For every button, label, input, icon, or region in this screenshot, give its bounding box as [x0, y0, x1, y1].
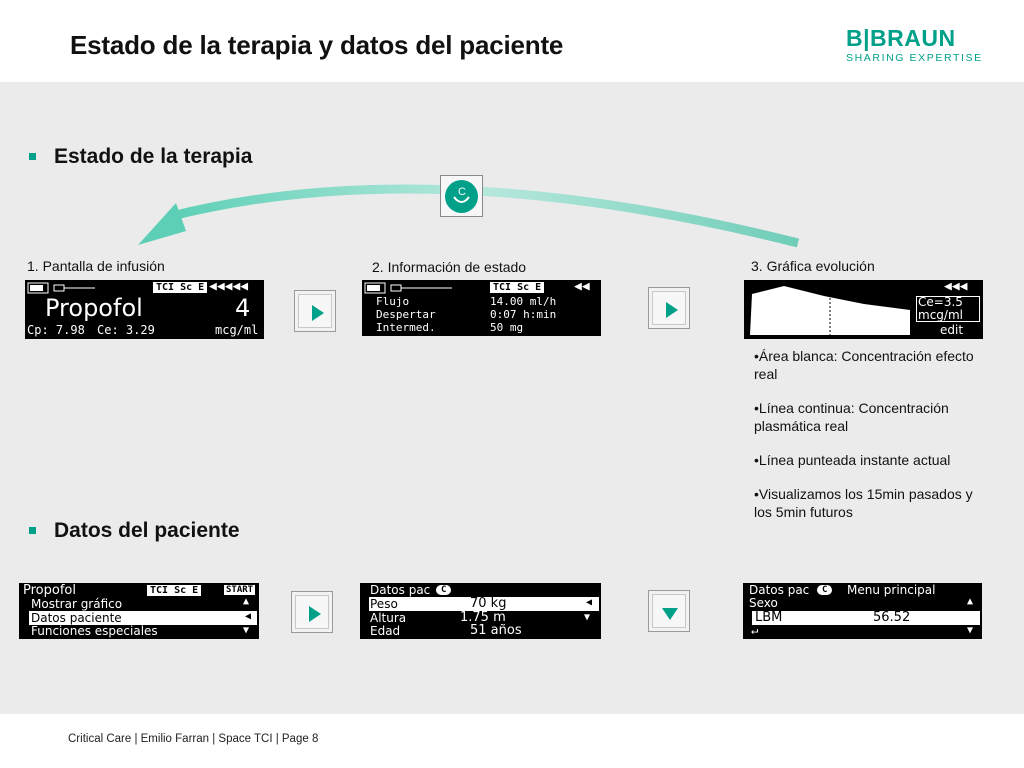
battery-plug-icon [364, 282, 454, 294]
scroll-down-icon: ▼ [967, 625, 974, 636]
note-dotted-line: •Línea punteada instante actual [754, 452, 951, 468]
menu-item-show-graph[interactable]: Mostrar gráfico [31, 597, 123, 611]
play-down-icon [662, 608, 678, 620]
scroll-down-icon: ▼ [243, 625, 250, 636]
bullet-icon [29, 527, 36, 534]
smiley-c-icon [445, 180, 478, 213]
age-value: 51 años [470, 623, 522, 638]
interval-label: Intermed. [376, 321, 436, 334]
footer-text: Critical Care | Emilio Farran | Space TCI | Page 8 [68, 733, 319, 745]
edit-label[interactable]: edit [940, 323, 964, 337]
height-label[interactable]: Altura [370, 611, 407, 625]
menu-item-patient-data-label: Datos paciente [31, 611, 122, 625]
mode-badge: TCI Sc E [153, 282, 207, 293]
button-face [298, 294, 332, 328]
logo-tagline: SHARING EXPERTISE [846, 52, 983, 64]
unit-label: mcg/ml [215, 323, 259, 337]
play-right-icon [312, 305, 324, 321]
status-smiley-button[interactable] [440, 175, 483, 217]
step-label-infusion: 1. Pantalla de infusión [27, 258, 165, 274]
button-face [652, 594, 686, 628]
unit-label: mcg/ml [918, 308, 963, 322]
section-title-therapy: Estado de la terapia [54, 145, 253, 168]
arrows-icon: ◀◀ [574, 280, 590, 294]
lbm-screen [743, 583, 982, 639]
arrows-icon: ◀◀◀◀◀ [209, 280, 249, 294]
scroll-up-icon: ▲ [243, 596, 250, 607]
battery-plug-icon [27, 282, 97, 294]
main-menu-label[interactable]: Menu principal [847, 583, 936, 597]
arrows-icon: ◀◀◀ [944, 280, 968, 294]
svg-text:C: C [458, 186, 466, 198]
ce-value: Ce: 3.29 [97, 323, 155, 337]
lbm-row [752, 611, 980, 625]
return-icon[interactable]: ↵ [751, 623, 759, 637]
lbm-value: 56.52 [873, 610, 911, 625]
scroll-down-icon: ▼ [584, 612, 591, 623]
section-title-patient: Datos del paciente [54, 519, 240, 542]
bullet-icon [29, 153, 36, 160]
wake-label: Despertar [376, 308, 436, 321]
select-left-icon: ◀ [586, 597, 593, 608]
height-value: 1.75 m [460, 610, 506, 625]
scroll-up-icon: ▲ [967, 596, 974, 607]
rate-value: 4 [235, 294, 251, 322]
graph-notes [754, 347, 994, 537]
flow-value: 14.00 ml/h [490, 295, 557, 308]
cp-value: Cp: 7.98 [27, 323, 85, 337]
drug-name: Propofol [45, 294, 143, 322]
button-face [295, 595, 329, 629]
ce-value: Ce=3.5 [918, 295, 963, 309]
step-label-status: 2. Información de estado [372, 259, 527, 275]
mode-badge: TCI Sc E [490, 282, 544, 293]
c-badge: C [817, 585, 832, 595]
step-label-graph: 3. Gráfica evolución [751, 258, 875, 274]
weight-value: 70 kg [470, 596, 507, 611]
wake-value: 0:07 h:min [490, 308, 557, 321]
flow-label: Flujo [376, 295, 410, 308]
note-solid-line: •Línea continua: Concentración plasmática real [754, 400, 949, 434]
page-title: Estado de la terapia y datos del paciente [70, 30, 564, 60]
menu-title: Propofol [23, 583, 76, 598]
button-face [652, 291, 686, 325]
age-label[interactable]: Edad [370, 624, 401, 638]
play-right-icon [309, 606, 321, 622]
menu-item-special-functions[interactable]: Funciones especiales [31, 624, 158, 638]
select-left-icon: ◀ [245, 611, 252, 622]
weight-label: Peso [370, 597, 398, 611]
bbraun-logo [846, 26, 996, 66]
screen-title: Datos pac [749, 583, 810, 597]
concentration-graph [744, 280, 914, 339]
footer [0, 714, 1024, 768]
infusion-screen [25, 280, 264, 339]
logo-main-text: B|BRAUN [846, 25, 956, 51]
screen-title: Datos pac [370, 583, 431, 597]
evolution-graph-screen [744, 280, 983, 339]
c-badge: C [436, 585, 451, 595]
down-button[interactable] [648, 590, 690, 632]
next-button-2[interactable] [648, 287, 690, 329]
note-white-area: •Área blanca: Concentración efecto real [754, 348, 974, 382]
lbm-label: LBM [755, 610, 783, 625]
header [0, 0, 1024, 82]
next-button-1[interactable] [294, 290, 336, 332]
menu-screen [19, 583, 259, 639]
play-right-icon [666, 302, 678, 318]
note-time-window: •Visualizamos los 15min pasados y los 5min futuros [754, 486, 973, 520]
sex-label[interactable]: Sexo [749, 596, 778, 610]
status-info-screen [362, 280, 601, 336]
patient-data-screen [360, 583, 601, 639]
start-badge: START [226, 585, 254, 595]
interval-value: 50 mg [490, 321, 524, 334]
mode-badge: TCI Sc E [147, 585, 201, 596]
next-button-3[interactable] [291, 591, 333, 633]
